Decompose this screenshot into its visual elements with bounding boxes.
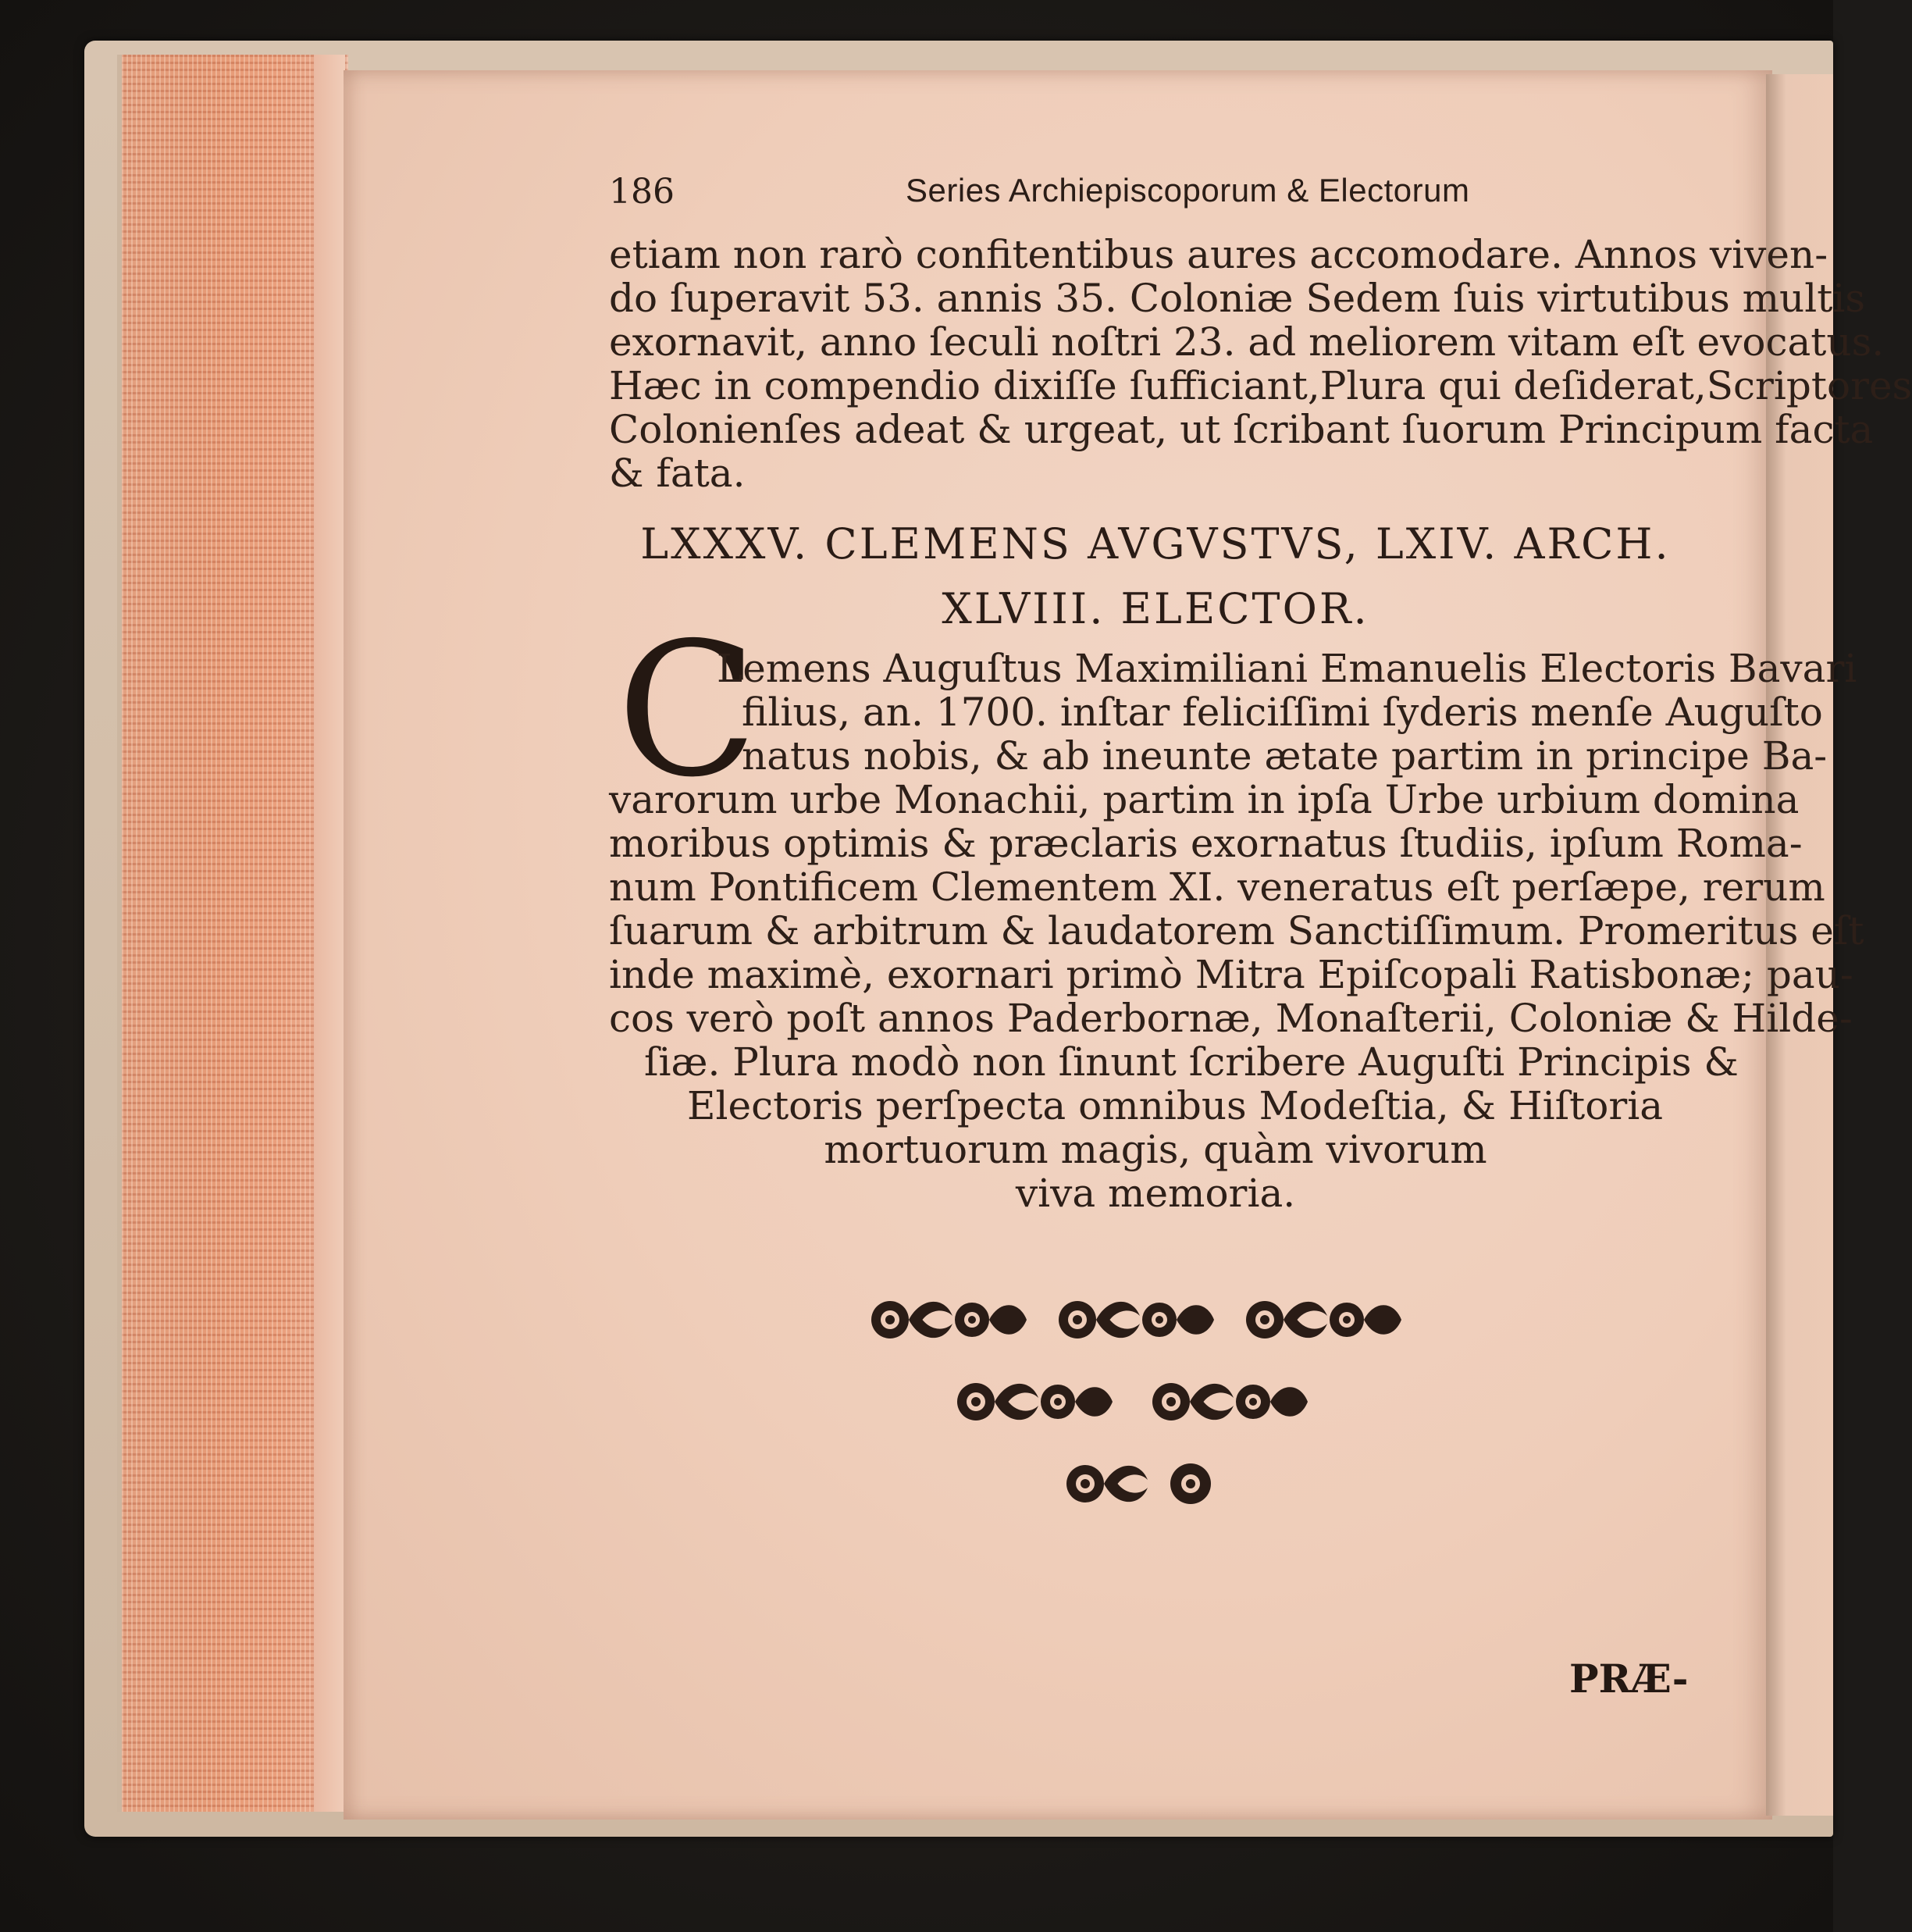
text-line: do ſuperavit 53. annis 35. Coloniæ Sedem ſuis virtutibus multis xyxy=(609,276,1865,321)
text-line: mortuorum magis, quàm vivorum xyxy=(824,1127,1487,1172)
text-line: Electoris perſpecta omnibus Modeſtia, & Hiſtoria xyxy=(687,1083,1664,1128)
drop-cap: C xyxy=(617,603,758,818)
ornament-row-bottom xyxy=(1054,1449,1241,1519)
section-heading: LXXXV. CLEMENS AVGVSTVS, LXIV. ARCH. xyxy=(640,519,1671,569)
catchword: PRÆ- xyxy=(1569,1656,1689,1702)
text-line: num Pontificem Clementem XI. veneratus eſt perſæpe, rerum xyxy=(609,864,1825,910)
text-line: viva memoria. xyxy=(1015,1171,1296,1216)
text-line: filius, an. 1700. inſtar feliciſſimi ſyderis menſe Auguſto xyxy=(742,690,1823,735)
section-subheading: XLVIII. ELECTOR. xyxy=(942,584,1369,633)
text-line: exornavit, anno ſeculi noſtri 23. ad meliorem vitam eſt evocatus. xyxy=(609,319,1885,365)
text-line: ſiæ. Plura modò non ſinunt ſcribere Auguſti Principis & xyxy=(644,1039,1739,1085)
text-line: varorum urbe Monachii, partim in ipſa Urbe urbium domina xyxy=(609,777,1800,822)
text-line: Lemens Auguſtus Maximiliani Emanuelis Electoris Bavari xyxy=(717,646,1857,691)
text-line: natus nobis, & ab ineunte ætate partim in principe Ba- xyxy=(742,733,1828,779)
running-head: Series Archiepiscoporum & Electorum xyxy=(906,172,1470,209)
text-line: etiam non rarò confitentibus aures accomodare. Annos viven- xyxy=(609,232,1828,277)
page-header xyxy=(609,172,1476,219)
ornament-row-middle xyxy=(945,1367,1335,1437)
ornament-row-top xyxy=(859,1285,1421,1355)
floral-ornament-icon xyxy=(1054,1449,1241,1519)
floral-ornament-icon xyxy=(859,1285,1421,1355)
text-line: inde maximè, exornari primò Mitra Epiſcopali Ratisbonæ; pau- xyxy=(609,952,1853,997)
floral-ornament-icon xyxy=(945,1367,1335,1437)
text-line: Hæc in compendio dixiſſe ſufficiant,Plura qui deſiderat,Scriptores xyxy=(609,363,1912,408)
page-number: 186 xyxy=(609,172,675,212)
text-line: cos verò poſt annos Paderbornæ, Monaſterii, Coloniæ & Hilde- xyxy=(609,996,1853,1041)
text-line: & fata. xyxy=(609,451,746,496)
text-line: Colonienſes adeat & urgeat, ut ſcribant ſuorum Principum facta xyxy=(609,407,1874,452)
text-line: moribus optimis & præclaris exornatus ſtudiis, ipſum Roma- xyxy=(609,821,1803,866)
text-line: ſuarum & arbitrum & laudatorem Sanctiſſimum. Promeritus eſt xyxy=(609,908,1864,954)
